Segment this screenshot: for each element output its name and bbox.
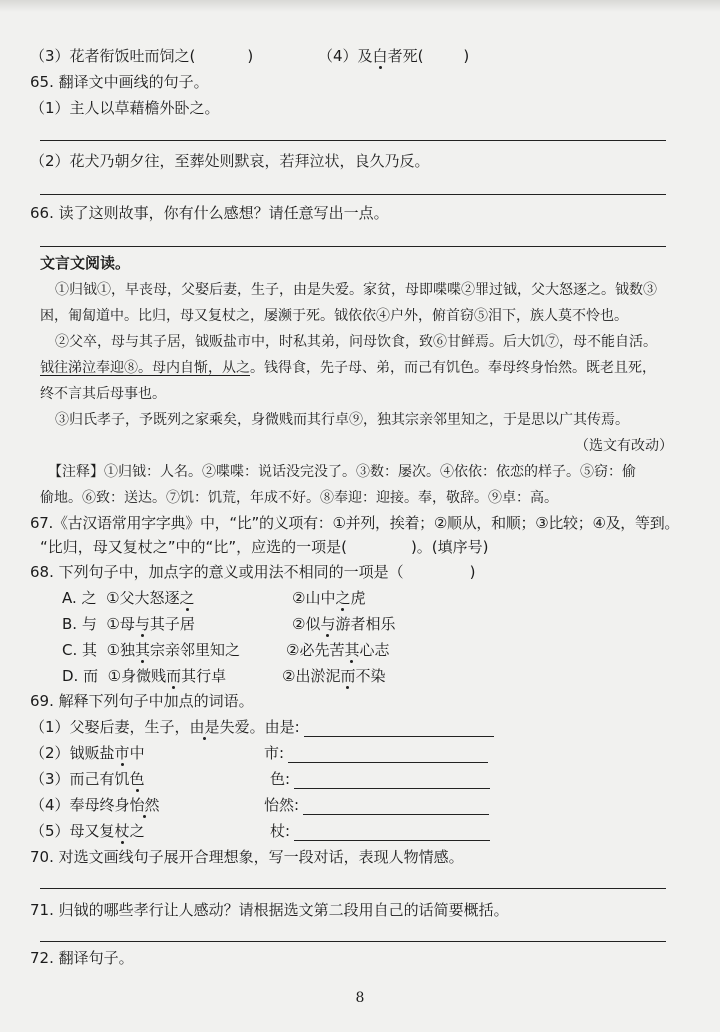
q68-option-a[interactable]: A. 之 ①父大怒逐之 [62,589,195,607]
passage-p2-line2: 钺往涕泣奉迎⑧。母内自惭，从之。钱得食，先子母、弟，而己有饥色。奉母终身怡然。既老且死， [40,360,656,376]
q65-sentence-2: （2）花犬乃朝夕往，至葬处则默哀，若拜泣状，良久乃反。 [30,152,430,170]
q67-line1: 67.《古汉语常用字字典》中，“比”的义项有：①并列，挨着；②顺从，和顺；③比较；④及，等到。 [30,514,680,532]
q68-option-c-2: ②必先苦其心志 [286,641,390,659]
passage-p2-line1: ②父卒，母与其子居，钺贩盐市中，时私其弟，问母饮食，致⑥甘鲜焉。后大饥⑦，母不能自活。 [55,334,657,350]
passage-p1-line2: 困，匍匐道中。比归，母又复杖之，屡濒于死。钺依依④户外，俯首窃⑤泪下，族人莫不怜也。 [40,308,628,324]
answer-line[interactable] [40,140,666,141]
q65-title: 65. 翻译文中画线的句子。 [30,73,209,91]
underlined-sentence: 钺往涕泣奉迎⑧。母内自惭，从之 [40,360,250,376]
answer-blank[interactable] [304,721,494,737]
answer-blank[interactable] [294,825,490,841]
q69-item-3: （3）而己有饥色 [30,770,145,788]
answer-blank[interactable] [288,747,488,763]
answer-blank[interactable] [294,773,490,789]
notes-line2: 偷地。⑥致：送达。⑦饥：饥荒，年成不好。⑧奉迎：迎接。奉，敬辞。⑨卓：高。 [40,490,558,506]
q69-item-4: （4）奉母终身怡然 [30,796,160,814]
q72-title: 72. 翻译句子。 [30,949,134,967]
q68-title: 68. 下列句子中，加点字的意义或用法不相同的一项是（ ) [30,563,476,581]
page-number: 8 [355,990,365,1006]
q68-option-d-2: ②出淤泥而不染 [282,667,386,685]
q68-option-c[interactable]: C. 其 ①独其宗亲邻里知之 [62,641,241,659]
q68-option-a-2: ②山中之虎 [292,589,366,607]
passage-source: （选文有改动） [575,438,673,454]
passage-p3-line1: ③归氏孝子，予既列之家乘矣，身微贱而其行卓⑨，独其宗亲邻里知之，于是思以广其传焉。 [55,412,629,428]
q71-title: 71. 归钺的哪些孝行让人感动？请根据选文第二段用自己的话简要概括。 [30,901,509,919]
notes-line1: 【注释】①归钺：人名。②喋喋：说话没完没了。③数：屡次。④依依：依恋的样子。⑤窃：偷 [48,464,636,480]
q70-title: 70. 对选文画线句子展开合理想象，写一段对话，表现人物情感。 [30,848,464,866]
q67-line2: “比归，母又复杖之”中的“比”，应选的一项是( )。(填序号) [40,538,489,556]
q64-item3: （3）花者衔饭吐而饲之( ) [30,47,254,65]
q69-item-5: （5）母又复杖之 [30,822,145,840]
q66-title: 66. 读了这则故事，你有什么感想？请任意写出一点。 [30,204,389,222]
passage-p2-line3: 终不言其后母事也。 [40,386,166,402]
q69-item-4-answer: 怡然: [264,795,489,815]
scan-edge [0,0,720,12]
q69-item-2: （2）钺贩盐市中 [30,744,145,762]
answer-line[interactable] [40,246,666,247]
q65-sentence-1: （1）主人以草藉檐外卧之。 [30,99,220,117]
answer-blank[interactable] [303,799,489,815]
answer-line[interactable] [40,888,666,889]
q68-option-b-2: ②似与游者相乐 [292,615,396,633]
q69-item-3-answer: 色: [270,769,490,789]
q69-item-1: （1）父娶后妻，生子，由是失爱。由是: [30,717,494,737]
q69-item-2-answer: 市: [264,743,488,763]
passage-p1-line1: ①归钺①，早丧母，父娶后妻，生子，由是失爱。家贫，母即喋喋②罪过钺，父大怒逐之。钺数③ [55,282,657,298]
q69-item-5-answer: 杖: [270,821,490,841]
q68-option-d[interactable]: D. 而 ①身微贱而其行卓 [62,667,227,685]
q69-title: 69. 解释下列句子中加点的词语。 [30,692,254,710]
q64-item4: （4）及白者死( ) [318,47,470,65]
q68-option-b[interactable]: B. 与 ①母与其子居 [62,615,195,633]
answer-line[interactable] [40,194,666,195]
reading-heading: 文言文阅读。 [40,254,131,272]
answer-line[interactable] [40,941,666,942]
